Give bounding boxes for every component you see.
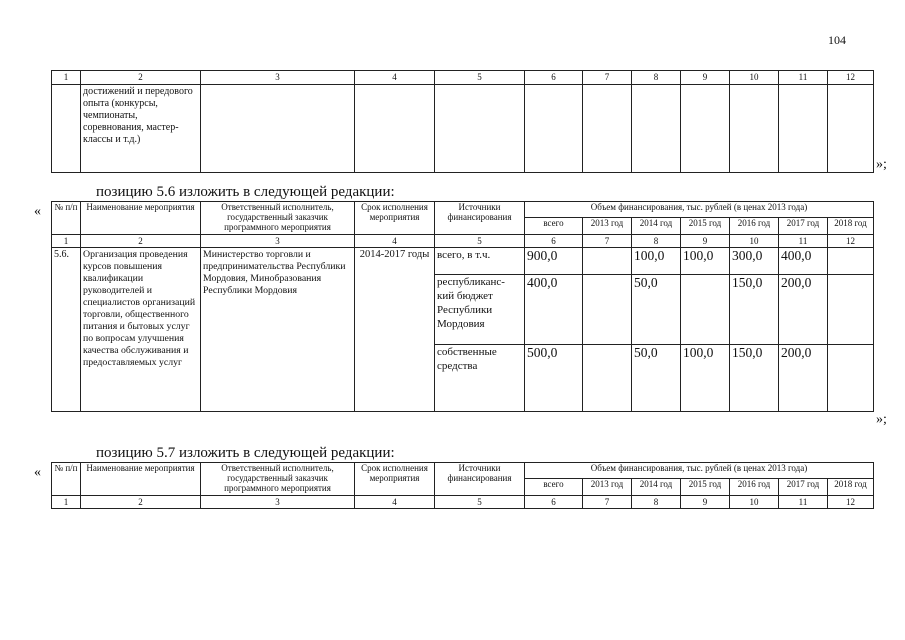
col-num: 10 bbox=[730, 495, 779, 509]
col-num: 3 bbox=[201, 234, 355, 248]
header-year: 2014 год bbox=[632, 218, 681, 234]
continuation-table bbox=[51, 70, 874, 173]
year-value: 150,0 bbox=[730, 345, 779, 412]
header-total: всего bbox=[525, 218, 583, 234]
header-year: 2016 год bbox=[730, 218, 779, 234]
col-num: 5 bbox=[435, 495, 525, 509]
col-num: 12 bbox=[828, 495, 874, 509]
header-sources: Источники финансирования bbox=[435, 202, 525, 235]
col-num: 4 bbox=[355, 71, 435, 85]
position-5-6-table bbox=[51, 201, 874, 412]
col-num: 5 bbox=[435, 71, 525, 85]
header-year: 2014 год bbox=[632, 479, 681, 495]
col-num: 4 bbox=[355, 234, 435, 248]
total-value: 400,0 bbox=[525, 275, 583, 345]
heading-5-7: позицию 5.7 изложить в следующей редакции: bbox=[96, 445, 395, 461]
col-num: 11 bbox=[779, 495, 828, 509]
year-value: 300,0 bbox=[730, 248, 779, 275]
year-value bbox=[828, 248, 874, 275]
header-year: 2015 год bbox=[681, 218, 730, 234]
col-num: 8 bbox=[632, 234, 681, 248]
year-value bbox=[681, 275, 730, 345]
year-value: 200,0 bbox=[779, 275, 828, 345]
col-num: 11 bbox=[779, 234, 828, 248]
col-num: 2 bbox=[81, 495, 201, 509]
year-value: 100,0 bbox=[681, 248, 730, 275]
header-year: 2013 год bbox=[583, 479, 632, 495]
header-year: 2017 год bbox=[779, 218, 828, 234]
year-value bbox=[828, 345, 874, 412]
header-name: Наименование мероприятия bbox=[81, 463, 201, 496]
header-executor: Ответственный исполнитель, государственный заказчик программного мероприятия bbox=[201, 463, 355, 496]
col-num: 1 bbox=[52, 495, 81, 509]
year-value bbox=[828, 275, 874, 345]
header-volume: Объем финансирования, тыс. рублей (в ценах 2013 года) bbox=[525, 202, 874, 218]
header-year: 2013 год bbox=[583, 218, 632, 234]
table-row bbox=[52, 248, 874, 275]
col-num: 12 bbox=[828, 71, 874, 85]
page-number: 104 bbox=[828, 33, 846, 47]
col-num: 1 bbox=[52, 234, 81, 248]
opening-quote: « bbox=[34, 465, 41, 480]
header-name: Наименование мероприятия bbox=[81, 202, 201, 235]
year-value: 50,0 bbox=[632, 345, 681, 412]
header-num: № п/п bbox=[52, 202, 81, 235]
source-label: республиканс-кий бюджет Республики Мордовия bbox=[435, 275, 525, 345]
header-sources: Источники финансирования bbox=[435, 463, 525, 496]
row-term: 2014-2017 годы bbox=[355, 248, 435, 412]
col-num: 2 bbox=[81, 234, 201, 248]
total-value: 500,0 bbox=[525, 345, 583, 412]
source-label: всего, в т.ч. bbox=[435, 248, 525, 275]
year-value: 50,0 bbox=[632, 275, 681, 345]
header-year: 2016 год bbox=[730, 479, 779, 495]
header-year: 2018 год bbox=[828, 479, 874, 495]
position-5-7-table bbox=[51, 462, 874, 509]
row-name: Организация проведения курсов повышения квалификации руководителей и специалистов организаций торговли, общественного питания и бытовых услуг по вопросам улучшения качества обслуживания и предоставляемых услуг bbox=[81, 248, 201, 412]
column-number-row bbox=[52, 495, 874, 509]
total-value: 900,0 bbox=[525, 248, 583, 275]
header-num: № п/п bbox=[52, 463, 81, 496]
col-num: 3 bbox=[201, 495, 355, 509]
year-value: 100,0 bbox=[632, 248, 681, 275]
heading-5-6: позицию 5.6 изложить в следующей редакции: bbox=[96, 184, 395, 200]
col-num: 9 bbox=[681, 495, 730, 509]
row-executor: Министерство торговли и предпринимательства Республики Мордовия, Минобразования Республики Мордовия bbox=[201, 248, 355, 412]
year-value: 100,0 bbox=[681, 345, 730, 412]
col-num: 5 bbox=[435, 234, 525, 248]
header-executor: Ответственный исполнитель, государственный заказчик программного мероприятия bbox=[201, 202, 355, 235]
row-num: 5.6. bbox=[52, 248, 81, 412]
year-value: 150,0 bbox=[730, 275, 779, 345]
col-num: 6 bbox=[525, 71, 583, 85]
year-value bbox=[583, 248, 632, 275]
header-year: 2017 год bbox=[779, 479, 828, 495]
continuation-text: достижений и передового опыта (конкурсы, чемпионаты, соревнования, мастер-классы и т.д.) bbox=[81, 84, 201, 172]
header-term: Срок исполнения мероприятия bbox=[355, 463, 435, 496]
year-value bbox=[583, 275, 632, 345]
header-year: 2018 год bbox=[828, 218, 874, 234]
header-volume: Объем финансирования, тыс. рублей (в ценах 2013 года) bbox=[525, 463, 874, 479]
column-number-row bbox=[52, 234, 874, 248]
col-num: 10 bbox=[730, 234, 779, 248]
col-num: 10 bbox=[730, 71, 779, 85]
col-num: 2 bbox=[81, 71, 201, 85]
column-number-row bbox=[52, 71, 874, 85]
col-num: 4 bbox=[355, 495, 435, 509]
closing-quote: »; bbox=[876, 157, 887, 172]
col-num: 11 bbox=[779, 71, 828, 85]
col-num: 7 bbox=[583, 234, 632, 248]
year-value bbox=[583, 345, 632, 412]
col-num: 6 bbox=[525, 234, 583, 248]
source-label: собственные средства bbox=[435, 345, 525, 412]
opening-quote: « bbox=[34, 204, 41, 219]
continuation-row bbox=[52, 84, 874, 172]
col-num: 3 bbox=[201, 71, 355, 85]
col-num: 1 bbox=[52, 71, 81, 85]
col-num: 7 bbox=[583, 495, 632, 509]
header-total: всего bbox=[525, 479, 583, 495]
header-year: 2015 год bbox=[681, 479, 730, 495]
col-num: 12 bbox=[828, 234, 874, 248]
col-num: 8 bbox=[632, 495, 681, 509]
col-num: 9 bbox=[681, 71, 730, 85]
col-num: 7 bbox=[583, 71, 632, 85]
col-num: 9 bbox=[681, 234, 730, 248]
year-value: 200,0 bbox=[779, 345, 828, 412]
col-num: 8 bbox=[632, 71, 681, 85]
col-num: 6 bbox=[525, 495, 583, 509]
header-term: Срок исполнения мероприятия bbox=[355, 202, 435, 235]
year-value: 400,0 bbox=[779, 248, 828, 275]
closing-quote: »; bbox=[876, 412, 887, 427]
